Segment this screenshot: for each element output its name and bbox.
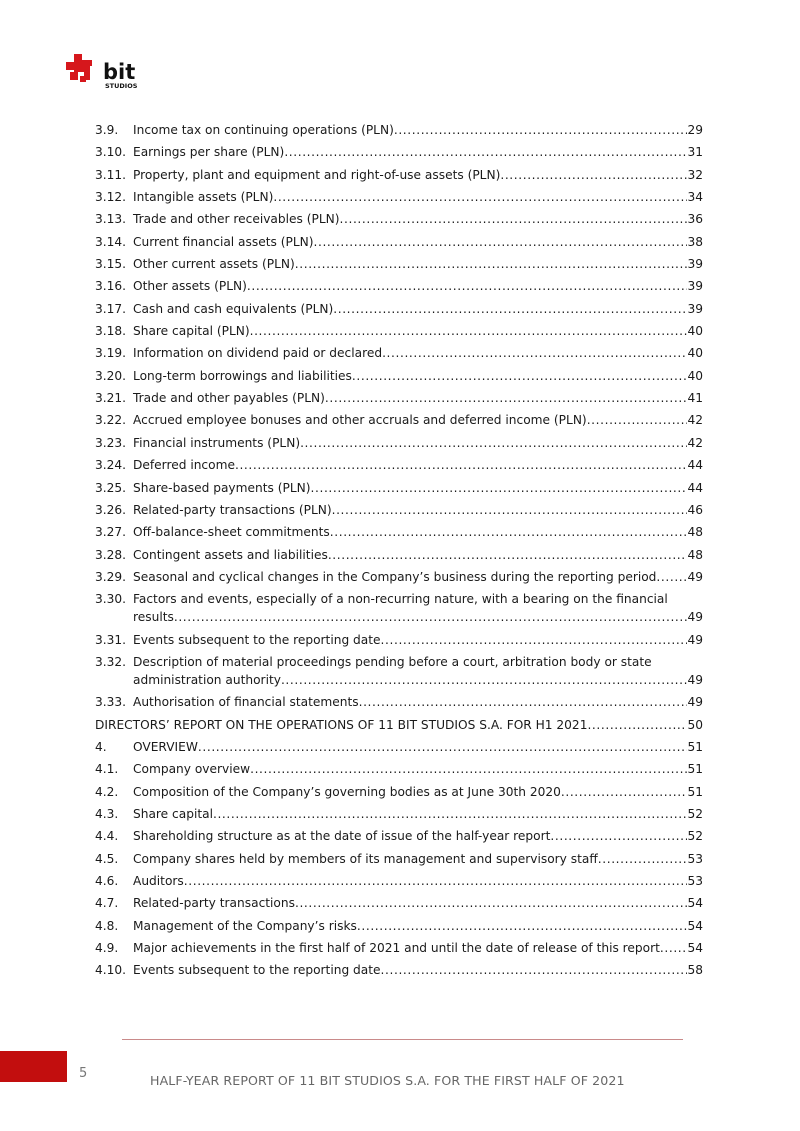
toc-entry-page: 53 [687,851,703,866]
toc-leader-dots [550,828,687,844]
toc-entry[interactable] [95,189,703,205]
toc-entry[interactable] [95,412,703,428]
toc-entry[interactable] [95,569,703,585]
toc-entry[interactable] [95,390,703,406]
toc-entry[interactable] [95,940,703,956]
toc-leader-dots [281,672,688,688]
toc-entry[interactable] [95,873,703,889]
toc-entry[interactable] [95,895,703,911]
toc-leader-dots [352,368,688,384]
toc-entry-title: Property, plant and equipment and right-of-use assets (PLN) [133,167,501,182]
toc-leader-dots [587,717,687,733]
toc-entry-number: 3.20. [95,368,127,383]
toc-entry-title: Authorisation of financial statements [133,695,359,710]
toc-leader-dots [247,278,688,294]
toc-entry-page: 51 [687,739,703,754]
toc-leader-dots [656,569,687,585]
toc-entry[interactable] [95,962,703,978]
toc-entry-title: Contingent assets and liabilities [133,547,328,562]
toc-entry[interactable] [95,654,703,688]
footer-accent-block [0,1051,67,1082]
toc-entry-number: 3.15. [95,257,127,272]
toc-entry-number: 4.1. [95,762,119,777]
footer-divider [122,1039,683,1040]
toc-entry-number: 4.3. [95,806,119,821]
toc-entry-page: 53 [687,874,703,888]
toc-entry-title: Accrued employee bonuses and other accruals and deferred income (PLN) [133,413,587,428]
toc-entry-title: Company overview [133,762,251,777]
toc-entry-title: Events subsequent to the reporting date [133,632,381,647]
toc-entry-title: Seasonal and cyclical changes in the Company’s business during the reporting period [133,569,657,584]
toc-entry-number: 4.5. [95,851,119,866]
toc-entry-page: 48 [687,547,703,562]
toc-entry-title: OVERVIEW [133,739,198,754]
toc-entry-page: 49 [687,569,703,584]
toc-entry[interactable] [95,717,703,733]
toc-entry-number: 3.30. [95,592,127,607]
toc-entry-title: Other current assets (PLN) [133,257,295,272]
toc-entry-page: 49 [687,695,703,710]
toc-entry-number: 3.31. [95,632,127,647]
toc-leader-dots [300,435,687,451]
toc-entry[interactable] [95,144,703,160]
toc-leader-dots [295,895,688,911]
toc-entry[interactable] [95,278,703,294]
toc-entry-page: 49 [687,672,703,687]
toc-entry[interactable] [95,918,703,934]
toc-entry-page: 39 [687,279,703,294]
toc-entry-title: Shareholding structure as at the date of issue of the half-year report [133,829,551,844]
toc-entry[interactable] [95,694,703,710]
toc-leader-dots [330,524,688,540]
toc-entry-number: 3.9. [95,123,119,137]
toc-entry-number: 3.23. [95,435,127,450]
toc-leader-dots [381,962,688,978]
footer-title: HALF-YEAR REPORT OF 11 BIT STUDIOS S.A. FOR THE FIRST HALF OF 2021 [150,1073,625,1088]
toc-entry-title: Current financial assets (PLN) [133,234,314,249]
toc-leader-dots [598,851,688,867]
toc-entry-page: 40 [687,368,703,383]
toc-entry[interactable] [95,256,703,272]
toc-entry[interactable] [95,323,703,339]
toc-entry-title: Deferred income [133,458,235,473]
toc-entry[interactable] [95,368,703,384]
toc-entry-page: 32 [687,167,703,182]
toc-entry-number: 3.27. [95,525,127,540]
toc-entry-page: 42 [687,435,703,450]
toc-entry-title: DIRECTORS’ REPORT ON THE OPERATIONS OF 11 BIT STUDIOS S.A. FOR H1 2021 [95,717,588,732]
toc-entry-page: 48 [687,525,703,540]
logo-wordmark: bit [103,60,136,84]
toc-entry-title: Cash and cash equivalents (PLN) [133,301,334,316]
toc-entry-number: 3.25. [95,480,127,495]
toc-leader-dots [250,761,687,777]
toc-leader-dots [325,390,688,406]
toc-entry[interactable] [95,591,703,625]
toc-entry-page: 39 [687,257,703,272]
toc-entry-number: 3.21. [95,391,127,406]
toc-entry[interactable] [95,345,703,361]
toc-leader-dots [382,345,687,361]
toc-entry-title: Intangible assets (PLN) [133,190,274,205]
toc-entry-title: Related-party transactions (PLN) [133,502,332,517]
toc-entry-number: 3.11. [95,167,127,182]
toc-leader-dots [660,940,688,956]
toc-entry-number: 4.7. [95,896,119,911]
toc-entry[interactable] [95,502,703,518]
toc-leader-dots [235,457,688,473]
toc-entry-number: 3.28. [95,547,127,562]
toc-entry-title: Auditors [133,874,184,888]
toc-entry-page: 34 [687,190,703,205]
toc-leader-dots [394,122,688,138]
toc-entry-page: 44 [687,480,703,495]
toc-leader-dots [328,547,688,563]
toc-entry-page: 39 [687,301,703,316]
toc-entry[interactable] [95,301,703,317]
toc-entry-title: Factors and events, especially of a non-recurring nature, with a bearing on the financial [133,592,668,607]
toc-entry-title: Other assets (PLN) [133,279,247,294]
toc-entry-number: 4. [95,739,107,754]
toc-entry[interactable] [95,524,703,540]
toc-entry-title: Financial instruments (PLN) [133,435,301,450]
toc-entry-page: 49 [687,632,703,647]
toc-entry-page: 41 [687,391,703,406]
toc-leader-dots [250,323,688,339]
toc-entry-number: 4.6. [95,874,119,888]
toc-leader-dots [184,873,688,889]
toc-entry-title: Off-balance-sheet commitments [133,525,330,540]
toc-leader-dots [174,609,688,625]
toc-leader-dots [359,694,688,710]
toc-entry-number: 4.4. [95,829,119,844]
toc-entry-number: 4.2. [95,784,119,799]
toc-entry-number: 4.8. [95,918,119,933]
toc-entry-number: 3.13. [95,212,127,227]
toc-entry-title: Description of material proceedings pending before a court, arbitration body or state [133,654,652,669]
toc-entry[interactable] [95,547,703,563]
toc-entry-title: Trade and other payables (PLN) [133,391,325,406]
toc-entry-title: Information on dividend paid or declared [133,346,383,361]
toc-entry-title: Share-based payments (PLN) [133,480,311,495]
toc-entry-title: Company shares held by members of its management and supervisory staff [133,851,598,866]
toc-leader-dots [333,301,687,317]
toc-entry-title: Share capital [133,806,213,821]
toc-entry-number: 3.19. [95,346,127,361]
toc-entry[interactable] [95,167,703,183]
toc-entry[interactable] [95,234,703,250]
toc-entry[interactable] [95,739,703,755]
toc-entry-number: 3.18. [95,324,127,339]
toc-entry-page: 38 [687,234,703,249]
toc-entry-page: 51 [687,762,703,777]
toc-leader-dots [561,784,688,800]
toc-entry-page: 42 [687,413,703,428]
toc-entry-number: 3.33. [95,695,127,710]
toc-entry-number: 3.22. [95,413,127,428]
toc-entry-page: 58 [687,963,703,978]
toc-entry-title: Income tax on continuing operations (PLN) [133,123,394,137]
toc-entry-page: 31 [687,145,703,160]
toc-entry-title-continued: results [133,610,174,625]
toc-entry-title: Related-party transactions [133,896,295,911]
toc-entry[interactable] [95,435,703,451]
toc-entry-page: 36 [687,212,703,227]
toc-entry-number: 3.26. [95,502,127,517]
table-of-contents [95,122,703,985]
toc-leader-dots [500,167,687,183]
toc-entry[interactable] [95,480,703,496]
toc-entry[interactable] [95,457,703,473]
toc-entry-page: 40 [687,324,703,339]
toc-leader-dots [332,502,688,518]
toc-entry[interactable] [95,851,703,867]
toc-entry-title: Long-term borrowings and liabilities [133,368,352,383]
toc-leader-dots [311,480,688,496]
toc-entry-number: 3.17. [95,301,127,316]
toc-entry-title: Composition of the Company’s governing bodies as at June 30th 2020 [133,784,561,799]
company-logo [66,46,148,90]
toc-entry-page: 54 [687,941,703,956]
toc-leader-dots [340,211,688,227]
toc-entry-page: 52 [687,806,703,821]
page-number: 5 [79,1066,88,1081]
toc-entry-page: 49 [687,610,703,625]
toc-entry-page: 54 [687,918,703,933]
toc-leader-dots [357,918,688,934]
toc-entry-number: 3.16. [95,279,127,294]
toc-entry-number: 3.29. [95,569,127,584]
toc-entry[interactable] [95,784,703,800]
toc-entry-number: 3.32. [95,654,127,669]
toc-entry[interactable] [95,828,703,844]
toc-entry-page: 46 [687,502,703,517]
toc-entry-page: 54 [687,896,703,911]
toc-entry-title: Share capital (PLN) [133,324,250,339]
toc-leader-dots [284,144,687,160]
toc-entry-page: 40 [687,346,703,361]
toc-entry-title-continued: administration authority [133,672,281,687]
toc-entry-number: 3.12. [95,190,127,205]
toc-leader-dots [381,632,688,648]
toc-entry-number: 3.14. [95,234,127,249]
toc-leader-dots [273,189,687,205]
toc-entry-title: Major achievements in the first half of 2021 and until the date of release of this report [133,941,660,956]
toc-entry[interactable] [95,122,703,138]
toc-entry-number: 4.9. [95,941,119,956]
toc-entry-page: 52 [687,829,703,844]
toc-entry-number: 3.10. [95,145,127,160]
toc-leader-dots [198,739,688,755]
toc-entry-title: Events subsequent to the reporting date [133,963,381,978]
toc-entry-page: 44 [687,458,703,473]
toc-entry-number: 3.24. [95,458,127,473]
logo-subtitle: STUDIOS [105,82,138,90]
toc-entry-page: 29 [687,123,703,137]
toc-entry-title: Trade and other receivables (PLN) [133,212,340,227]
toc-entry[interactable] [95,211,703,227]
toc-entry-title: Management of the Company’s risks [133,918,357,933]
toc-leader-dots [213,806,688,822]
toc-leader-dots [295,256,688,272]
toc-leader-dots [314,234,688,250]
toc-entry-page: 51 [687,784,703,799]
toc-entry[interactable] [95,632,703,648]
toc-leader-dots [587,412,688,428]
toc-entry-number: 4.10. [95,963,127,978]
toc-entry[interactable] [95,761,703,777]
toc-entry-title: Earnings per share (PLN) [133,145,285,160]
toc-entry[interactable] [95,806,703,822]
toc-entry-page: 50 [687,717,703,732]
